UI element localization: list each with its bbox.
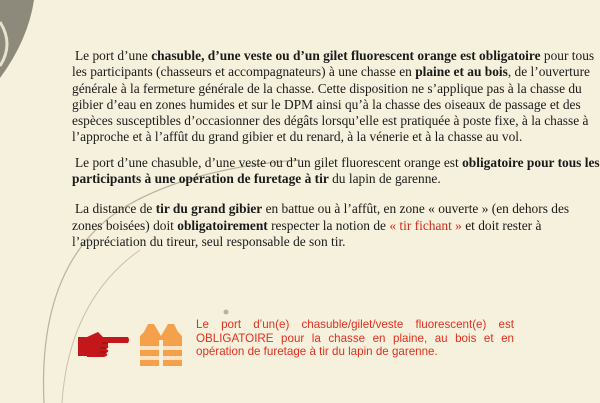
decorative-dot (224, 310, 229, 315)
pointing-hand-icon (78, 328, 130, 362)
paragraph-vest-obligation (72, 48, 600, 146)
decorative-gray-circle (0, 0, 34, 78)
text: La distance de (75, 201, 156, 217)
safety-vest-icon (138, 322, 184, 368)
red-text-tir-fichant: « tir fichant » (389, 217, 462, 233)
summary-text: Le port d’un(e) chasuble/gilet/veste fluorescent(e) est OBLIGATOIRE pour la chasse en plaine, au bois et en opération de furetage à tir du lapin de garenne. (196, 318, 514, 359)
summary-row (0, 318, 600, 388)
paragraph-furetage (72, 155, 600, 188)
paragraph-tir-fichant (72, 201, 600, 250)
text: et doit rester à l’appréciation du tireur, seul responsable de son tir. (72, 217, 542, 249)
text: Le port d’une (75, 48, 152, 63)
slide-body (72, 48, 600, 264)
text: , de l’ouverture générale à la fermeture générale de la chasse. Cette disposition ne s’applique pas à la chasse du gibier d’eau en zones humides et sur le DPM ainsi qu’à la chasse des oiseaux de passage et des espèces susceptibles d’occasionner des dégâts lorsqu’elle est pratiquée à poste fixe, à la chasse à l’approche et à l’affût du grand gibier et du renard, à la vénerie et à la chasse au vol. (72, 64, 590, 145)
text: Le port d’une chasuble, d’une veste ou d’un gilet fluorescent orange est (75, 154, 463, 170)
text: en battue ou à l’affût, en zone « ouverte » (en dehors des zones boisées) doit (72, 201, 570, 233)
bold-text: chasuble, d’une veste ou d’un gilet fluorescent orange est obligatoire (151, 48, 541, 63)
text: pour tous les participants (chasseurs et accompagnateurs) à une chasse en (72, 48, 595, 80)
decorative-inner-arc (0, 22, 7, 66)
bold-text: tir du grand gibier (155, 201, 263, 217)
text: respecter la notion de (267, 217, 390, 233)
bold-text: plaine et au bois (415, 64, 508, 80)
bold-text: obligatoire pour tous les participants à une opération de furetage à tir (72, 154, 600, 187)
text: du lapin de garenne. (328, 171, 441, 187)
bold-text: obligatoirement (177, 217, 268, 233)
